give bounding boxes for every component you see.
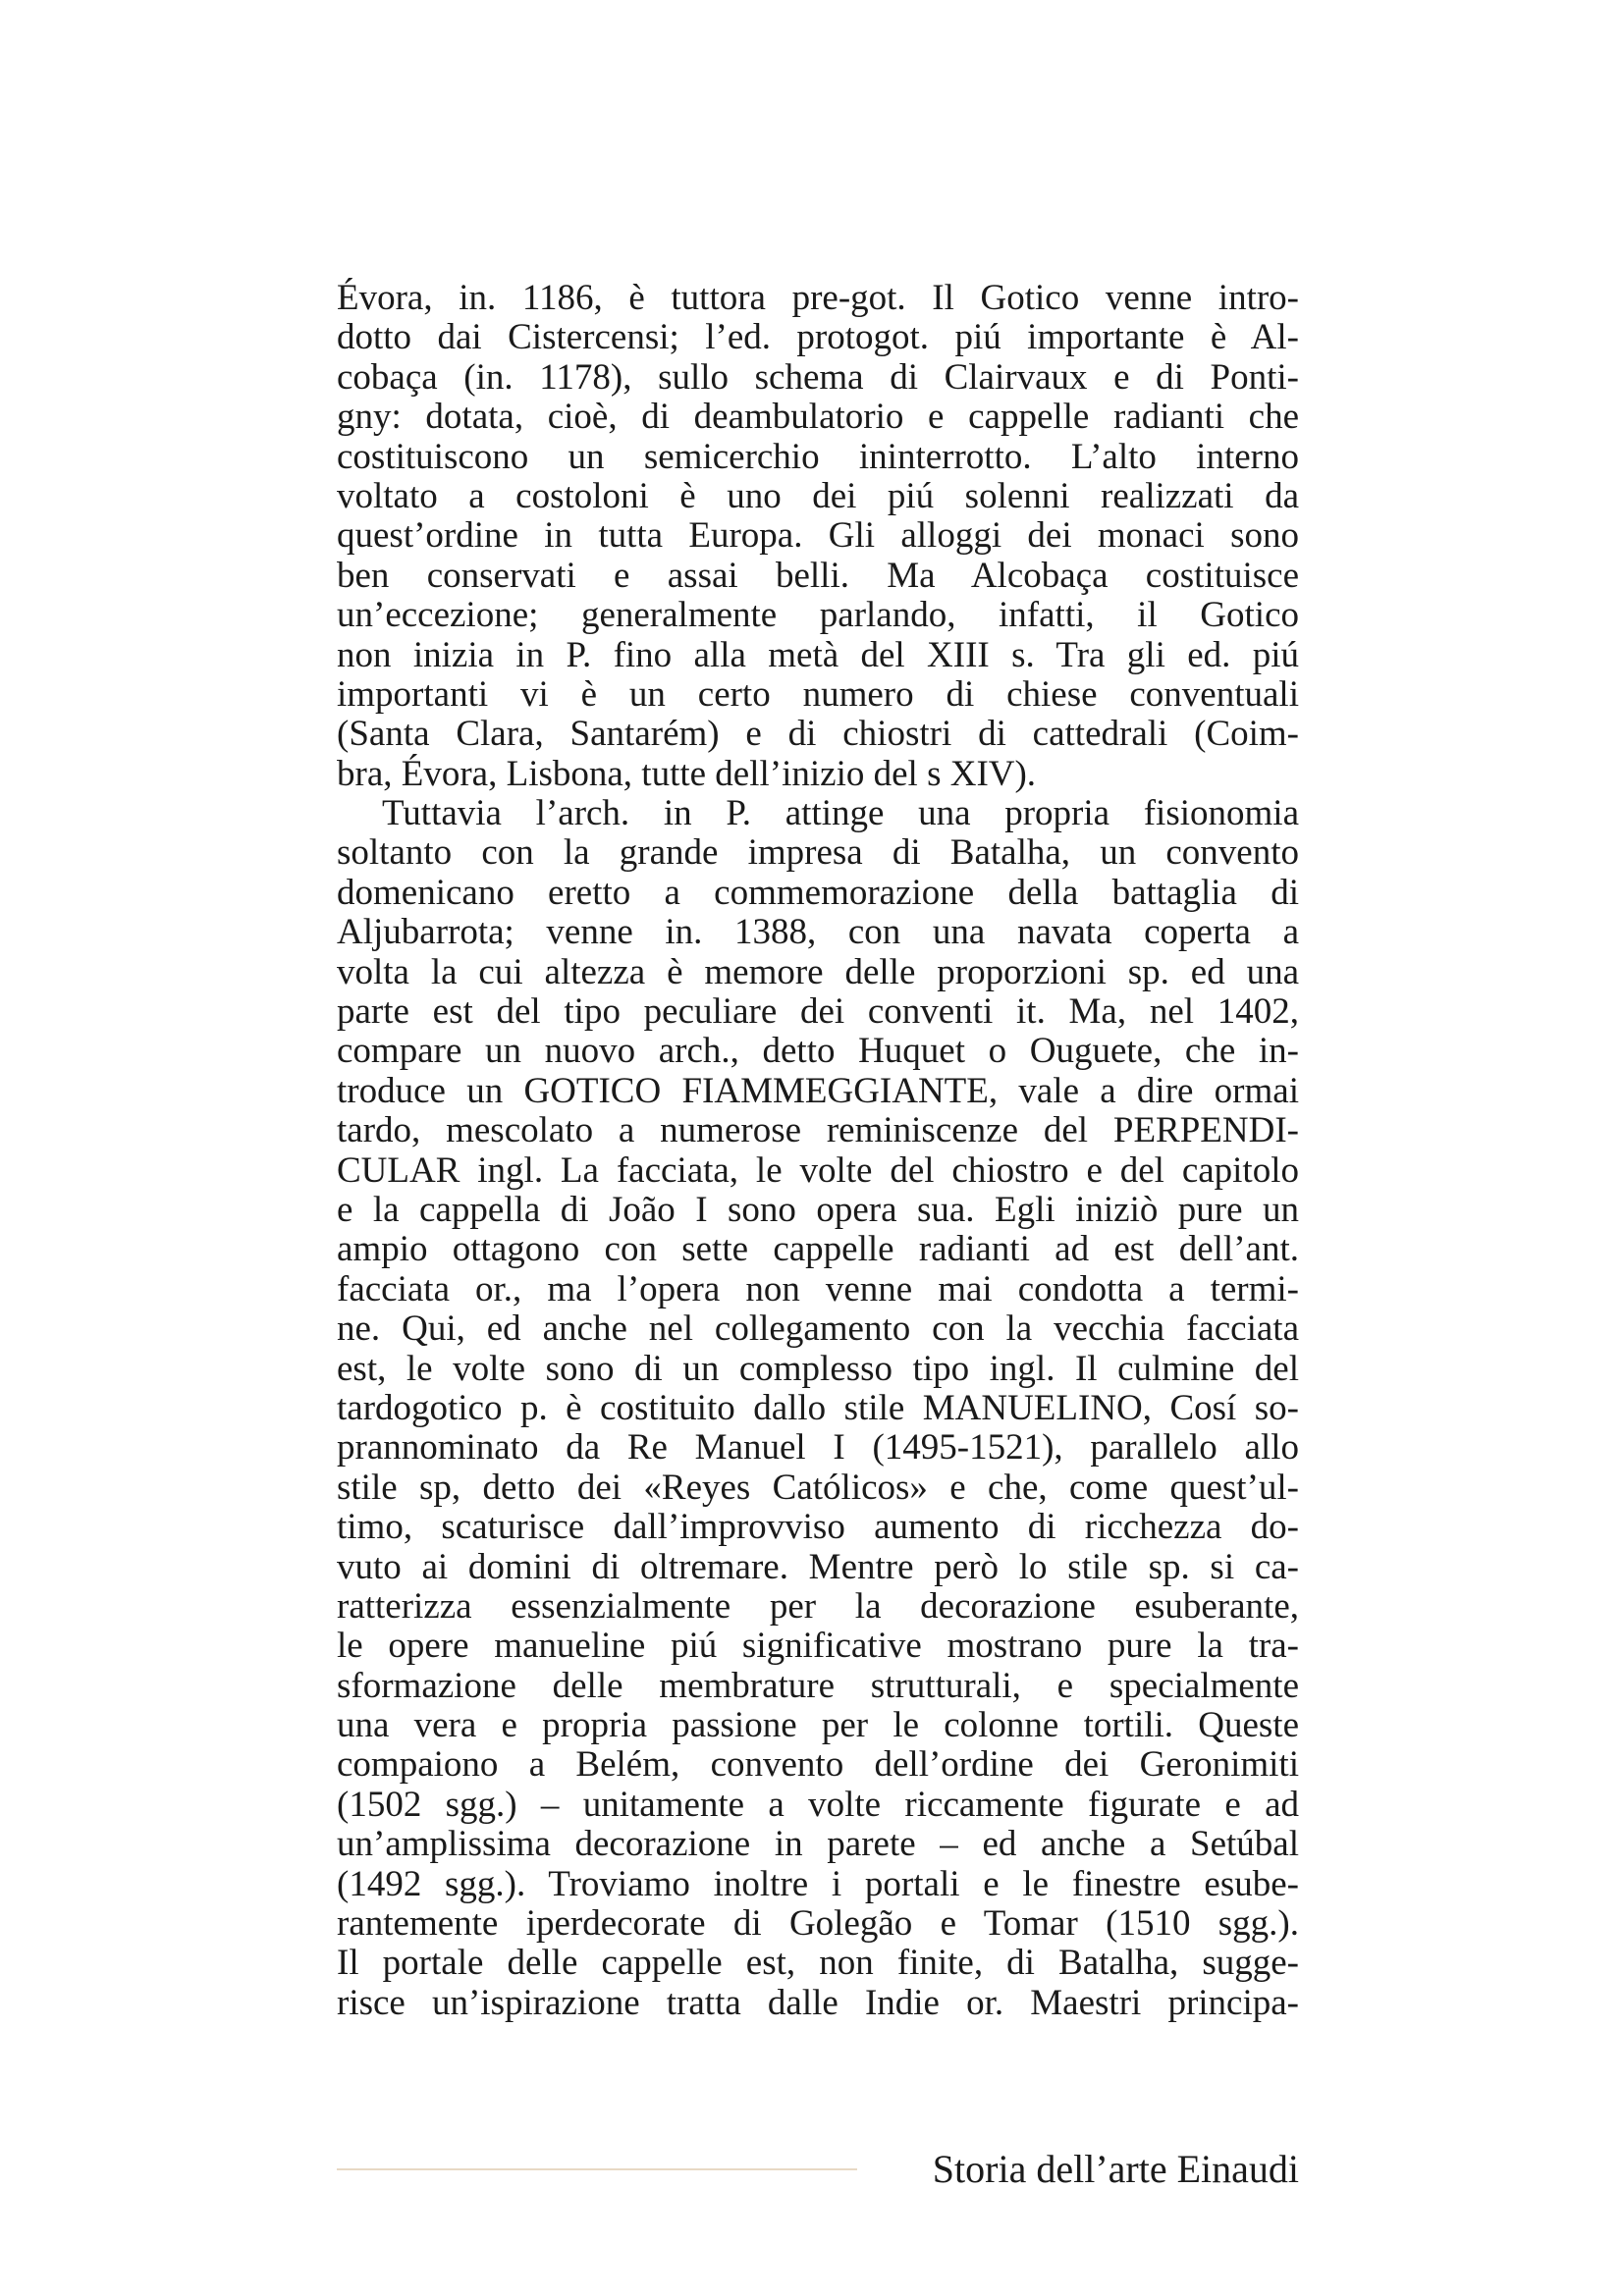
text-line: parte est del tipo peculiare dei conventi it. Ma, nel 1402, [337,991,1299,1033]
text-line: (Santa Clara, Santarém) e di chiostri di cattedrali (Coim- [337,714,1299,755]
text-line: bra, Évora, Lisbona, tutte dell’inizio del s XIV). [337,753,1037,794]
text-line: importanti vi è un certo numero di chiese conventuali [337,673,1299,715]
text-line: costituiscono un semicerchio ininterrotto. L’alto interno [337,436,1299,477]
text-line: sformazione delle membrature strutturali, e specialmente [337,1665,1299,1706]
text-line: quest’ordine in tutta Europa. Gli alloggi dei monaci sono [337,515,1299,557]
text-line: rantemente iperdecorate di Golegão e Tomar (1510 sgg.). [337,1903,1299,1945]
text-line: voltato a costoloni è uno dei piú solenni realizzati da [337,475,1299,516]
text-line: est, le volte sono di un complesso tipo ingl. Il culmine del [337,1348,1299,1389]
text-line: (1492 sgg.). Troviamo inoltre i portali e le finestre esube- [337,1863,1299,1904]
publication-title: Storia dell’arte Einaudi [932,2147,1299,2191]
text-line: facciata or., ma l’opera non venne mai condotta a termi- [337,1268,1299,1309]
footer-rule [337,2168,857,2170]
text-line: un’amplissima decorazione in parete – ed anche a Setúbal [337,1824,1299,1865]
text-line: e la cappella di João I sono opera sua. Egli iniziò pure un [337,1189,1299,1230]
body-text [337,279,1299,2023]
text-line: compaiono a Belém, convento dell’ordine dei Geronimiti [337,1744,1299,1786]
text-line: una vera e propria passione per le colonne tortili. Queste [337,1705,1299,1746]
text-line: risce un’ispirazione tratta dalle Indie or. Maestri principa- [337,1982,1299,2023]
page-footer [337,2145,1299,2194]
text-line: troduce un GOTICO FIAMMEGGIANTE, vale a dire ormai [337,1070,1299,1111]
text-line: un’eccezione; generalmente parlando, infatti, il Gotico [337,595,1299,636]
text-line: Il portale delle cappelle est, non finite, di Batalha, sugge- [337,1943,1299,1984]
text-line: non inizia in P. fino alla metà del XIII s. Tra gli ed. piú [337,634,1299,675]
text-line: le opere manueline piú significative mostrano pure la tra- [337,1626,1299,1667]
text-line: compare un nuovo arch., detto Huquet o Ouguete, che in- [337,1031,1299,1072]
text-line: vuto ai domini di oltremare. Mentre però lo stile sp. si ca- [337,1546,1299,1587]
text-line: cobaça (in. 1178), sullo schema di Clairvaux e di Ponti- [337,356,1299,398]
text-line: prannominato da Re Manuel I (1495-1521), parallelo allo [337,1427,1299,1468]
text-line: tardogotico p. è costituito dallo stile MANUELINO, Cosí so- [337,1387,1299,1428]
text-line: gny: dotata, cioè, di deambulatorio e cappelle radianti che [337,397,1299,438]
text-line: (1502 sgg.) – unitamente a volte riccamente figurate e ad [337,1784,1299,1825]
text-line: ne. Qui, ed anche nel collegamento con la vecchia facciata [337,1308,1299,1350]
text-line: soltanto con la grande impresa di Batalha, un convento [337,832,1299,874]
text-line: Évora, in. 1186, è tuttora pre-got. Il Gotico venne intro- [337,278,1299,318]
text-line: stile sp, detto dei «Reyes Católicos» e che, come quest’ul- [337,1467,1299,1508]
text-line: timo, scaturisce dall’improvviso aumento di ricchezza do- [337,1507,1299,1548]
text-line: volta la cui altezza è memore delle proporzioni sp. ed una [337,951,1299,992]
text-line: dotto dai Cistercensi; l’ed. protogot. piú importante è Al- [337,317,1299,358]
text-line: Tuttavia l’arch. in P. attinge una propria fisionomia [382,793,1299,834]
text-line: ampio ottagono con sette cappelle radianti ad est dell’ant. [337,1229,1299,1270]
text-line: tardo, mescolato a numerose reminiscenze del PERPENDI- [337,1110,1299,1151]
text-line: ratterizza essenzialmente per la decorazione esuberante, [337,1585,1299,1627]
text-line: Aljubarrota; venne in. 1388, con una navata coperta a [337,912,1299,953]
text-line: ben conservati e assai belli. Ma Alcobaça costituisce [337,555,1299,596]
text-line: domenicano eretto a commemorazione della battaglia di [337,872,1299,913]
text-line: CULAR ingl. La facciata, le volte del chiostro e del capitolo [337,1149,1299,1191]
